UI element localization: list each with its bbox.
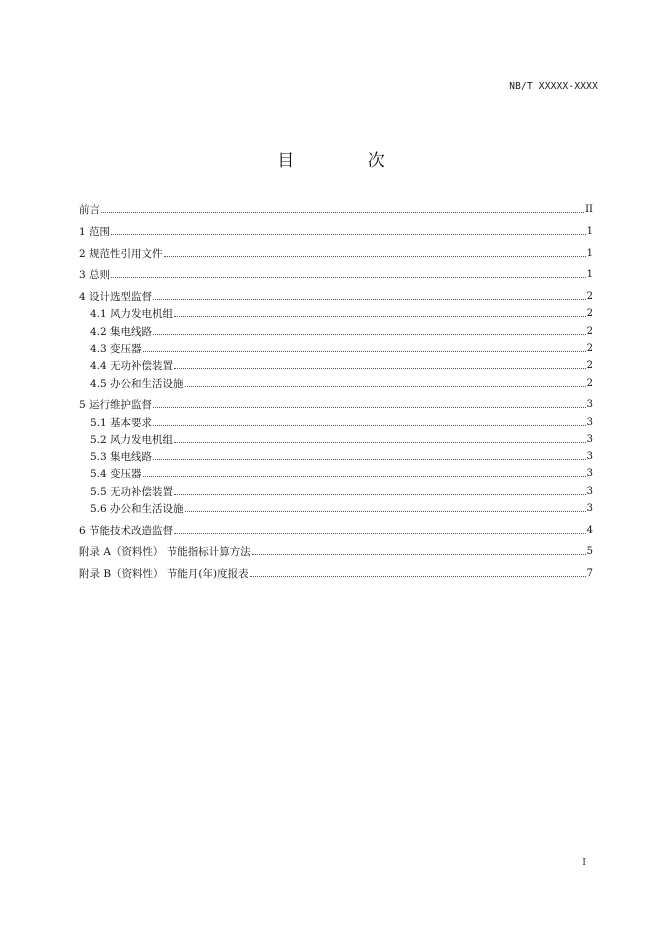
toc-entry-label: 5 运行维护监督: [79, 399, 153, 412]
toc-entry[interactable]: [79, 394, 593, 411]
toc-dot-leader: [164, 256, 586, 257]
toc-entry-page-number: 4: [586, 524, 593, 536]
toc-dot-leader: [111, 277, 586, 278]
toc-entry[interactable]: [79, 519, 593, 536]
document-code: NB/T XXXXX-XXXX: [509, 81, 598, 92]
toc-entry[interactable]: [79, 541, 593, 558]
toc-entry-page-number: 3: [586, 468, 593, 480]
toc-entry-label: 2 规范性引用文件: [79, 247, 163, 260]
toc-dot-leader: [250, 576, 586, 577]
toc-entry[interactable]: [79, 221, 593, 238]
toc-entry[interactable]: [79, 199, 593, 216]
toc-dot-leader: [101, 212, 584, 213]
toc-entry[interactable]: [79, 498, 593, 515]
toc-entry-page-number: 2: [586, 325, 593, 337]
toc-dot-leader: [153, 459, 586, 460]
toc-entry-page-number: 1: [586, 269, 593, 281]
toc-entry[interactable]: [79, 411, 593, 428]
toc-dot-leader: [153, 407, 586, 408]
toc-dot-leader: [153, 334, 586, 335]
toc-dot-leader: [174, 442, 586, 443]
toc-entry[interactable]: [79, 264, 593, 281]
toc-entry-page-number: 3: [586, 416, 593, 428]
toc-dot-leader: [252, 554, 586, 555]
toc-entry-label: 4.2 集电线路: [90, 325, 153, 338]
toc-entry-page-number: II: [585, 204, 593, 216]
toc-entry-label: 5.1 基本要求: [90, 416, 153, 429]
toc-dot-leader: [185, 386, 586, 387]
toc-entry[interactable]: [79, 355, 593, 372]
toc-entry-page-number: 2: [586, 342, 593, 354]
toc-entry-label: 6 节能技术改造监督: [79, 524, 174, 537]
toc-entry-label: 5.6 办公和生活设施: [90, 503, 184, 515]
toc-entry-page-number: 3: [586, 485, 593, 497]
toc-entry-page-number: 1: [586, 225, 593, 237]
toc-dot-leader: [111, 234, 586, 235]
toc-dot-leader: [153, 299, 586, 300]
toc-entry-page-number: 2: [586, 377, 593, 389]
toc-entry[interactable]: [79, 372, 593, 389]
toc-entry-label: 附录 B（资料性） 节能月(年)度报表: [79, 568, 249, 581]
toc-entry[interactable]: [79, 338, 593, 355]
toc-entry[interactable]: [79, 303, 593, 320]
toc-dot-leader: [185, 511, 586, 512]
toc-entry-page-number: 2: [586, 360, 593, 372]
toc-entry[interactable]: [79, 446, 593, 463]
toc-entry-page-number: 3: [586, 503, 593, 514]
toc-entry-label: 1 范围: [79, 225, 111, 238]
toc-entry[interactable]: [79, 242, 593, 259]
toc-entry-page-number: 2: [586, 291, 593, 303]
toc-entry[interactable]: [79, 429, 593, 446]
toc-dot-leader: [174, 533, 586, 534]
table-of-contents: [79, 199, 593, 580]
toc-dot-leader: [174, 494, 586, 495]
toc-dot-leader: [153, 425, 586, 426]
toc-entry-label: 前言: [79, 204, 100, 217]
toc-entry[interactable]: [79, 320, 593, 337]
toc-entry-page-number: 5: [586, 546, 593, 558]
toc-dot-leader: [174, 316, 586, 317]
page-number: I: [582, 857, 586, 868]
toc-entry-label: 5.3 集电线路: [90, 451, 153, 464]
toc-entry-label: 5.2 风力发电机组: [90, 433, 174, 446]
toc-entry[interactable]: [79, 563, 593, 580]
toc-entry-label: 3 总则: [79, 269, 111, 282]
toc-entry-page-number: 7: [586, 568, 593, 580]
toc-entry-label: 5.5 无功补偿装置: [90, 485, 174, 498]
toc-entry-label: 4 设计选型监督: [79, 291, 153, 304]
toc-entry-page-number: 1: [586, 247, 593, 259]
toc-entry-label: 附录 A（资料性） 节能指标计算方法: [79, 546, 251, 559]
toc-entry-page-number: 3: [586, 433, 593, 445]
toc-entry-label: 4.5 办公和生活设施: [90, 377, 184, 390]
toc-entry-label: 4.3 变压器: [90, 342, 142, 355]
toc-entry[interactable]: [79, 463, 593, 480]
toc-entry-page-number: 3: [586, 399, 593, 411]
toc-entry-page-number: 2: [586, 308, 593, 320]
toc-dot-leader: [174, 368, 586, 369]
toc-entry[interactable]: [79, 286, 593, 303]
toc-title: 目 次: [277, 151, 419, 171]
toc-dot-leader: [143, 351, 586, 352]
toc-dot-leader: [143, 476, 586, 477]
toc-entry-page-number: 3: [586, 451, 593, 463]
toc-entry-label: 5.4 变压器: [90, 468, 142, 481]
toc-entry-label: 4.4 无功补偿装置: [90, 360, 174, 373]
toc-entry[interactable]: [79, 480, 593, 497]
toc-entry-label: 4.1 风力发电机组: [90, 308, 174, 321]
